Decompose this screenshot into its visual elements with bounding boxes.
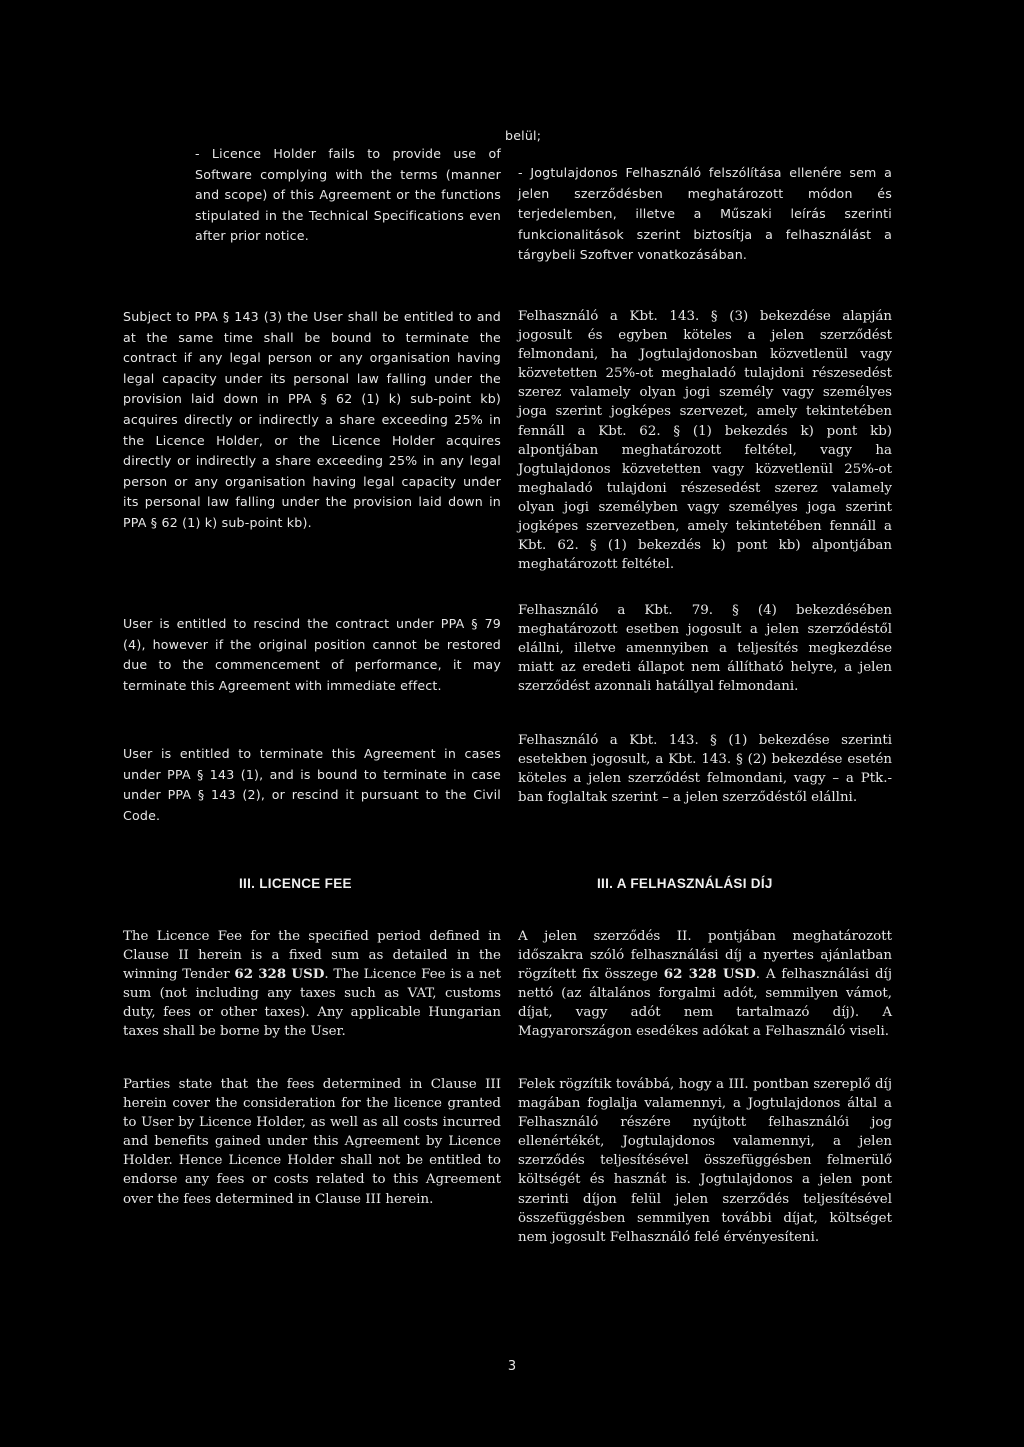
kbt-143-3-clause: Felhasználó a Kbt. 143. § (3) bekezdése alapján jogosult és egyben köteles a jelen szerződést felmondani, ha Jogtulajdonosban közvetlenül vagy közvetetten 25%-ot meghaladó tulajdoni részesedést szerez valamely olyan jogi személy vagy személyes joga szerint jogképes szervezet, amely tekintetében fennáll a Kbt. 62. § (1) bekezdés k) pont kb) alpontjában meghatározott feltétel, vagy ha Jogtulajdonos közvetetten vagy közvetlenül 25%-ot meghaladó tulajdoni részesedést szerez valamely olyan jogi személyben vagy személyes joga szerint jogképes szervezetben, amely tekintetében fennáll a Kbt. 62. § (1) bekezdés k) pont kb) alpontjában meghatározott feltétel. xyxy=(518,309,892,573)
dij-paragraph-2: Felek rögzítik továbbá, hogy a III. pontban szereplő díj magában foglalja valamennyi, a Jogtulajdonos által a Felhasználó részére nyújtott felhasználói jog ellenértékét, Jogtulajdonos valamennyi, a jelen szerződés teljesítésével összefüggésben felmerülő költségét és hasznát is. Jogtulajdonos a jelen pont szerinti díjon felül jelen szerződés teljesítésével összefüggésben semmilyen további díjat, költséget nem jogosult Felhasználó felé érvényesíteni. xyxy=(518,1077,892,1245)
dij-amount: 62 328 USD xyxy=(663,966,756,983)
dij-text-part-2: . A felhasználási díj nettó (az általános forgalmi adót, semmilyen vámot, díjat, vagy adót nem tartalmazó díj). A Magyarországon esedékes adókat a Felhasználó viseli. xyxy=(518,967,892,1040)
dij-text-part-1: A jelen szerződés II. pontjában meghatározott időszakra szóló felhasználási díj a nyertes ajánlatban rögzített fix összege xyxy=(518,929,892,983)
fee-amount: 62 328 USD xyxy=(234,966,325,983)
belul-text: belül; xyxy=(505,128,542,143)
dij-paragraph-1 xyxy=(518,927,892,1042)
licence-holder-fail-clause: - Licence Holder fails to provide use of Software complying with the terms (manner and scope) of this Agreement or the functions stipulated in the Technical Specifications even after prior notice. xyxy=(195,146,501,244)
licence-fee-heading: III. LICENCE FEE xyxy=(239,876,352,891)
kbt-143-1-clause: Felhasználó a Kbt. 143. § (1) bekezdése szerinti esetekben jogosult, a Kbt. 143. § (2) bekezdése esetén köteles a jelen szerződést felmondani, vagy – a Ptk.-ban foglaltak szerint – a jelen szerződéstől elállni. xyxy=(518,733,892,806)
terminate-clause: User is entitled to terminate this Agreement in cases under PPA § 143 (1), and is bound to terminate in case under PPA § 143 (2), or rescind it pursuant to the Civil Code. xyxy=(123,746,501,823)
kbt-79-clause: Felhasználó a Kbt. 79. § (4) bekezdésében meghatározott esetben jogosult a jelen szerződéstől elállni, illetve amennyiben a teljesítés megkezdése miatt az eredeti állapot nem állítható helyre, a jelen szerződést azonnali hatállyal felmondani. xyxy=(518,603,892,695)
ppa-143-3-clause: Subject to PPA § 143 (3) the User shall be entitled to and at the same time shall be bound to terminate the contract if any legal person or any organisation having legal capacity under its personal law falling under the provision laid down in PPA § 62 (1) k) sub-point kb) acquires directly or indirectly a share exceeding 25% in the Licence Holder, or the Licence Holder acquires directly or indirectly a share exceeding 25% in any legal person or any organisation having legal capacity under its personal law falling under the provision laid down in PPA § 62 (1) k) sub-point kb). xyxy=(123,309,501,530)
felhasznalasi-dij-heading: III. A FELHASZNÁLÁSI DÍJ xyxy=(597,876,773,891)
fee-text-part-2: . The Licence Fee is a net sum (not including any taxes such as VAT, customs duty, fees or other taxes). Any applicable Hungarian taxes shall be borne by the User. xyxy=(123,967,501,1040)
rescind-clause: User is entitled to rescind the contract under PPA § 79 (4), however if the original position cannot be restored due to the commencement of performance, it may terminate this Agreement with immediate effect. xyxy=(123,616,501,693)
jogtulajdonos-clause: - Jogtulajdonos Felhasználó felszólítása ellenére sem a jelen szerződésben meghatározott módon és terjedelemben, illetve a Műszaki leírás szerinti funkcionalitások szerint biztosítja a felhasználást a tárgybeli Szoftver vonatkozásában. xyxy=(518,165,892,263)
fee-text-part-1: The Licence Fee for the specified period defined in Clause II herein is a fixed sum as detailed in the winning Tender xyxy=(123,929,501,983)
licence-fee-paragraph-2: Parties state that the fees determined in Clause III herein cover the consideration for the licence granted to User by Licence Holder, as well as all costs incurred and benefits gained under this Agreement by Licence Holder. Hence Licence Holder shall not be entitled to endorse any fees or costs related to this Agreement over the fees determined in Clause III herein. xyxy=(123,1077,501,1207)
page-number: 3 xyxy=(507,1359,517,1374)
licence-fee-paragraph-1 xyxy=(123,927,501,1042)
